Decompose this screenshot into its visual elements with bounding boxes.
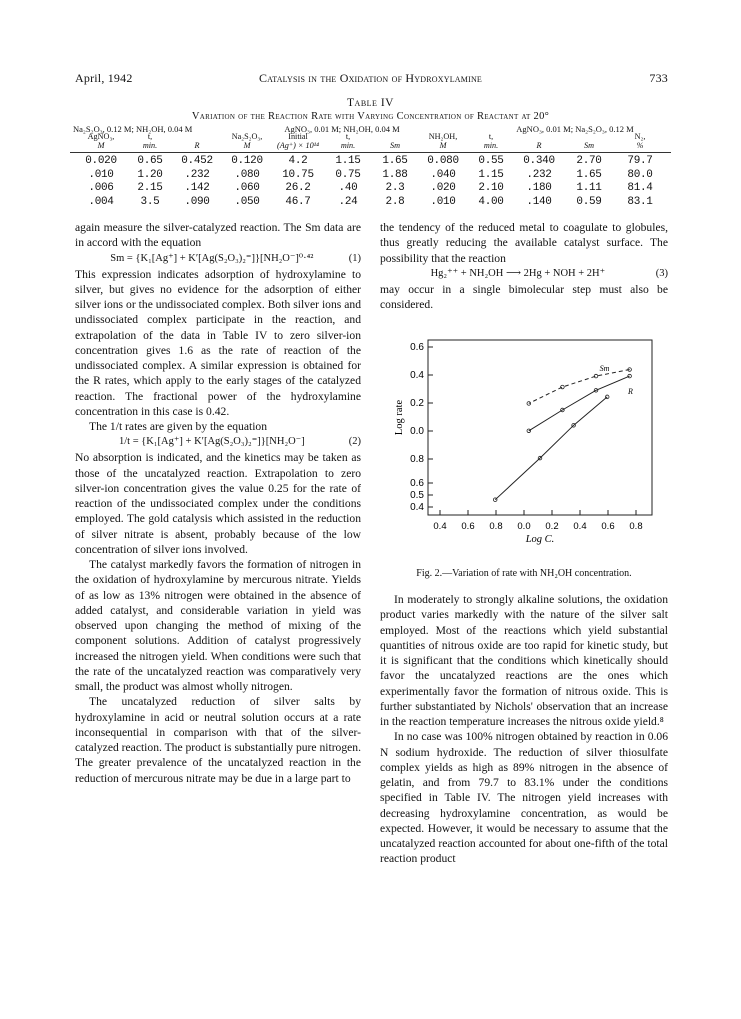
- x-tick-label: 0.6: [461, 521, 475, 532]
- equation-2: [75, 434, 361, 450]
- table-cell: .24: [338, 195, 358, 208]
- table-cell: .006: [88, 182, 114, 194]
- header-line-1: t,: [345, 132, 351, 141]
- table-cell: 0.55: [478, 155, 504, 167]
- table-header-cell: [222, 133, 272, 150]
- table-cell: 0.452: [181, 155, 213, 167]
- header-line-1: N₂,: [634, 132, 646, 141]
- table-group-3: AgNO₃, 0.01 M; Na₂S₂O₃, 0.12 M: [516, 124, 634, 134]
- table-cell: 46.7: [285, 195, 311, 208]
- header-line-1: Na₂S₂O₃,: [231, 132, 263, 141]
- header-line-2: Sm: [389, 140, 400, 150]
- series-label-r: R: [628, 386, 633, 396]
- header-line-2: (Ag⁺) × 10¹⁴: [277, 140, 319, 150]
- table-cell: 2.3: [385, 182, 405, 194]
- y-tick-label: 0.5: [410, 490, 424, 501]
- header-line-2: min.: [142, 140, 158, 150]
- header-line-1: AgNO₃,: [87, 132, 115, 141]
- data-point: [527, 429, 531, 433]
- x-tick-label: 0.8: [489, 521, 503, 532]
- y-axis-label: Log rate: [394, 399, 405, 436]
- x-tick-label: 0.2: [545, 521, 559, 532]
- left-paragraph-2: This expression indicates adsorption of hydroxylamine to silver, but gives no evidence for the adsorption of either silver ions or the undissociated complex. Both silver ions and undissociated complex participate in the reaction, and extrapolation of the data in Table IV to zero silver-ion concentration gives 1.6 as the rate of reaction of the undissociated complex. A similar expression is obtained for the R rates, which apply to the early stages of the catalyzed reaction. The fractional power of the hydroxylamine concentration in this case is 0.42.: [75, 267, 361, 418]
- table-cell: 80.0: [627, 168, 653, 181]
- table-cell: 81.4: [627, 182, 653, 194]
- header-line-1: NH₂OH,: [428, 132, 458, 141]
- table-cell: 2.10: [478, 182, 504, 194]
- running-title: Catalysis in the Oxidation of Hydroxylamine: [258, 71, 483, 85]
- table-cell: 1.15: [335, 155, 361, 167]
- table-cell: .180: [526, 182, 552, 194]
- table-header-cell: [125, 133, 175, 150]
- left-paragraph-6: The uncatalyzed reduction of silver salts by hydroxylamine in acid or neutral solution occurs at a rate inconsequential in comparison with that of the silver-catalyzed reaction. The product is substantially pure nitrogen. The greater prevalence of the uncatalyzed reaction in the reduction of mercurous nitrate may be due in a large part to: [75, 695, 361, 785]
- equation-3-number: (3): [655, 267, 668, 279]
- data-point: [527, 402, 531, 406]
- table-cell: .232: [184, 168, 210, 181]
- table-header-cell: [370, 133, 420, 150]
- right-paragraph-4: In no case was 100% nitrogen obtained by reaction in 0.06 N sodium hydroxide. The reduction of silver thiosulfate complex yields as high as 89% nitrogen in the absence of gelatin, and from 79.7 to 83.1% under the conditions specified in Table IV. The nitrogen yield increases with decreasing hydroxylamine concentration, as would be expected. However, it would be necessary to assume that the uncatalyzed reaction accounted for about one-fifth of the total reaction product: [380, 730, 668, 866]
- table-cell: .040: [430, 168, 456, 181]
- right-paragraph-2: may occur in a single bimolecular step must also be considered.: [380, 282, 668, 311]
- table-cell: 1.20: [137, 168, 163, 181]
- table-header-cell: [615, 133, 665, 150]
- equation-3: [380, 266, 668, 282]
- y-tick-label: 0.0: [410, 426, 424, 437]
- header-line-2: M: [439, 140, 447, 150]
- table-caption: Variation of the Reaction Rate with Varying Concentration of Reactant at 20°: [191, 111, 550, 122]
- table-cell: .004: [88, 195, 114, 208]
- table-cell: .010: [88, 168, 114, 181]
- table-header-cell: [418, 133, 468, 150]
- header-date: April, 1942: [75, 71, 133, 85]
- equation-1-number: (1): [348, 252, 361, 264]
- header-line-2: min.: [340, 140, 356, 150]
- equation-1: [75, 251, 361, 267]
- chart-axes: [428, 340, 652, 515]
- equation-2-number: (2): [348, 436, 361, 448]
- equation-3-text: Hg₂⁺⁺ + NH₂OH ⟶ 2Hg + NOH + 2H⁺: [430, 267, 606, 279]
- series-line: [495, 397, 607, 500]
- table-header-cell: [323, 133, 373, 150]
- y-tick-label: 0.6: [410, 342, 424, 353]
- chart-lines: [493, 368, 631, 502]
- x-tick-label: 0.0: [517, 521, 531, 532]
- series-line: [529, 370, 630, 404]
- data-point: [605, 395, 609, 399]
- table-cell: .050: [234, 195, 260, 208]
- table-title: Table IV: [347, 97, 394, 109]
- header-line-2: M: [243, 140, 251, 150]
- table-cell: 1.88: [382, 168, 408, 181]
- table-cell: .232: [526, 168, 552, 181]
- chart-frame: [428, 340, 652, 515]
- table-cell: 10.75: [282, 168, 314, 181]
- table-header-cell: [172, 133, 222, 150]
- data-point: [561, 385, 565, 389]
- table-cell: 1.11: [576, 182, 602, 194]
- header-line-1: t,: [147, 132, 153, 141]
- table-cell: 0.340: [523, 155, 555, 167]
- page-number: 733: [649, 71, 668, 85]
- header-line-2: min.: [483, 140, 499, 150]
- table-group-2: AgNO₃, 0.01 M; NH₂OH, 0.04 M: [284, 124, 400, 134]
- table-cell: .140: [526, 195, 552, 208]
- header-line-2: R: [536, 140, 542, 150]
- table-group-1: Na₂S₂O₃, 0.12 M; NH₂OH, 0.04 M: [73, 124, 193, 134]
- x-axis-label: Log C.: [525, 534, 555, 545]
- figure-chart: [390, 335, 660, 565]
- header-line-1: t,: [488, 132, 494, 141]
- x-tick-label: 0.4: [433, 521, 447, 532]
- table-cell: .080: [234, 168, 260, 181]
- left-paragraph-3: The 1/t rates are given by the equation: [89, 420, 268, 433]
- header-line-2: Sm: [583, 140, 594, 150]
- table-cell: 3.5: [140, 195, 160, 208]
- y-tick-label: 0.6: [410, 478, 424, 489]
- right-paragraph-1: the tendency of the reduced metal to coagulate to globules, thus greatly reducing the available catalyst surface. The possibility that the reaction: [380, 221, 668, 265]
- table-cell: 4.2: [288, 155, 308, 167]
- figure-caption: Fig. 2.—Variation of rate with NH₂OH concentration.: [416, 568, 632, 579]
- table-cell: 0.020: [85, 155, 117, 167]
- table-cell: 1.65: [382, 155, 408, 167]
- series-line: [529, 376, 630, 431]
- equation-2-text: 1/t = {K₁[Ag⁺] + K′[Ag(S₂O₃)₂⁼]}[NH₂O⁻]: [119, 436, 305, 448]
- y-tick-label: 0.2: [410, 398, 424, 409]
- table-cell: 2.70: [576, 155, 602, 167]
- left-paragraph-5: The catalyst markedly favors the formation of nitrogen in the oxidation of hydroxylamine by mercurous nitrate. Yields of as low as 13% nitrogen were obtained in the absence of added catalyst, and considerable variation in yield was observed upon changing the method of mixing of the component solutions. Addition of catalyst progressively increased the nitrogen yield. When conditions were such that the rate of the uncatalyzed reaction was comparatively very small, the product was almost wholly nitrogen.: [75, 558, 361, 693]
- table-cell: 1.15: [478, 168, 504, 181]
- y-tick-label: 0.8: [410, 454, 424, 465]
- right-column-bottom: [380, 592, 668, 867]
- table-header-cell: [273, 133, 323, 150]
- header-line-2: R: [194, 140, 200, 150]
- y-tick-label: 0.4: [410, 502, 424, 513]
- x-tick-label: 0.8: [629, 521, 643, 532]
- table-cell: 0.65: [137, 155, 163, 167]
- right-paragraph-3: In moderately to strongly alkaline solutions, the oxidation product varies markedly with the nature of the silver salt employed. Most of the reactions which yield substantial quantities of nitrous oxide are too rapid for kinetic study, but it is significant that the conditions which kinetically should favor the uncatalyzed reactions are the ones which experimentally favor the formation of nitrous oxide. This is further substantiated by Nichols' observation that an increase in the reaction temperature increases the nitrous oxide yield.⁸: [380, 593, 668, 728]
- table-cell: 83.1: [627, 195, 653, 208]
- left-paragraph-4: No absorption is indicated, and the kinetics may be taken as those of the uncatalyzed reaction. Extrapolation to zero silver-ion concentration gives the value 0.25 for the rate of reaction of the undissociated complex under the conditions employed. The gold catalysis which assisted in the reduction of silver nitrate is absent, probably because of the low concentration of silver ions involved.: [75, 451, 361, 556]
- table-cell: .142: [184, 182, 210, 194]
- table-cell: 0.120: [231, 155, 263, 167]
- table-cell: .060: [234, 182, 260, 194]
- table-cell: 1.65: [576, 168, 602, 181]
- table-cell: 2.15: [137, 182, 163, 194]
- left-paragraph-1: again measure the silver-catalyzed reaction. The Sm data are in accord with the equation: [75, 221, 361, 250]
- table-rule: [70, 152, 671, 153]
- table-header-cell: [76, 133, 126, 150]
- table-cell: .010: [430, 195, 456, 208]
- table-header-cell: [514, 133, 564, 150]
- x-tick-label: 0.4: [573, 521, 587, 532]
- header-line-2: M: [97, 140, 105, 150]
- equation-1-text: Sm = {K₁[Ag⁺] + K′[Ag(S₂O₃)₂⁼]}[NH₂O⁻]⁰·⁴²: [110, 252, 314, 264]
- table-cell: 26.2: [285, 182, 311, 194]
- right-column-top: [380, 220, 668, 312]
- table-cell: 4.00: [478, 195, 504, 208]
- table-cell: .020: [430, 182, 456, 194]
- table-cell: .40: [338, 182, 358, 194]
- series-label-sm: Sm: [599, 363, 610, 373]
- table-cell: 2.8: [385, 195, 405, 208]
- y-tick-label: 0.4: [410, 370, 424, 381]
- x-tick-label: 0.6: [601, 521, 615, 532]
- table-cell: .090: [184, 195, 210, 208]
- table-header-cell: [466, 133, 516, 150]
- header-line-1: Initial: [288, 132, 308, 141]
- table-header-cell: [564, 133, 614, 150]
- table-cell: 0.59: [576, 195, 602, 208]
- table-cell: 79.7: [627, 155, 653, 167]
- header-line-2: %: [636, 140, 644, 150]
- table-cell: 0.75: [335, 168, 361, 181]
- left-column: [75, 220, 361, 786]
- table-cell: 0.080: [427, 155, 459, 167]
